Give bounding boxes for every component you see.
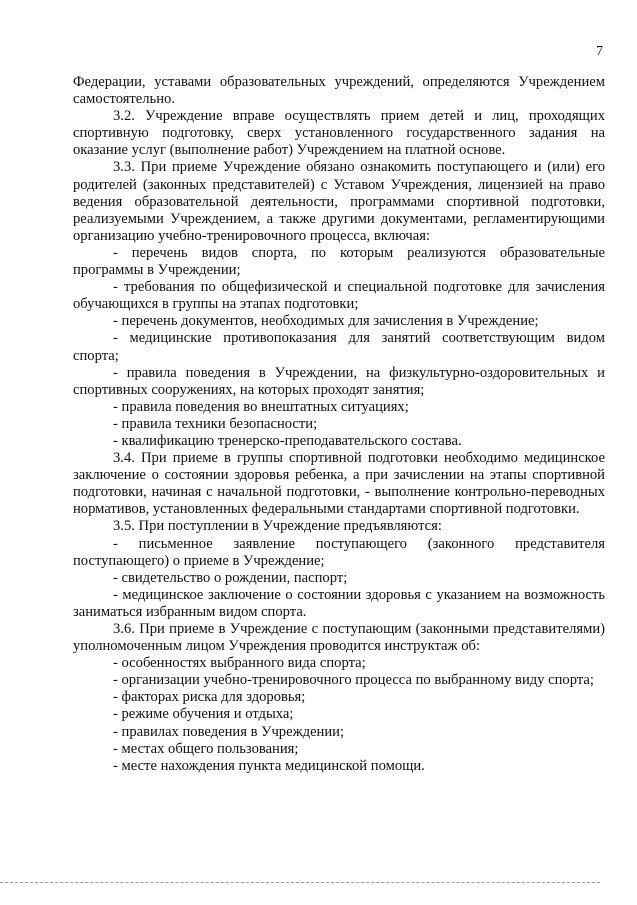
list-item: - перечень документов, необходимых для зачисления в Учреждение;	[113, 313, 539, 330]
list-item: - медицинские противопоказания для занятий соответствующим видом спорта;	[73, 330, 605, 364]
list-item: - правила техники безопасности;	[113, 415, 318, 432]
list-item: - месте нахождения пункта медицинской помощи.	[113, 757, 425, 774]
list-item: - режиме обучения и отдыха;	[113, 706, 294, 723]
list-item: - требования по общефизической и специальной подготовке для зачисления обучающихся в группы на этапах подготовки;	[73, 279, 605, 313]
paragraph-3-2: 3.2. Учреждение вправе осуществлять прием детей и лиц, проходящих спортивную подготовку, сверх установленного государственного задания на оказание услуг (выполнение работ) Учреждением на платной основе.	[73, 108, 605, 159]
list-item: - правилах поведения в Учреждении;	[113, 723, 345, 740]
paragraph-3-6: 3.6. При приеме в Учреждение с поступающим (законными представителями) уполномоченным лицом Учреждения проводится инструктаж об:	[73, 621, 605, 655]
paragraph-3-5: 3.5. При поступлении в Учреждение предъявляются:	[113, 518, 442, 535]
list-item: - свидетельство о рождении, паспорт;	[113, 569, 348, 586]
paragraph-3-3: 3.3. При приеме Учреждение обязано ознакомить поступающего и (или) его родителей (законных представителей) с Уставом Учреждения, лицензией на право ведения образовательной деятельности, программами спортивной подготовки, реализуемыми Учреждением, а также другими документами, регламентирующими организацию учебно-тренировочного процесса, включая:	[73, 159, 605, 244]
document-body	[73, 74, 605, 775]
list-item: - факторах риска для здоровья;	[113, 689, 306, 706]
page-number: 7	[596, 44, 603, 59]
list-item: - организации учебно-тренировочного процесса по выбранному виду спорта;	[113, 672, 594, 689]
list-item: - местах общего пользования;	[113, 740, 299, 757]
list-item: - перечень видов спорта, по которым реализуются образовательные программы в Учреждении;	[73, 244, 605, 279]
paragraph-continuation: Федерации, уставами образовательных учреждений, определяются Учреждением самостоятельно.	[73, 74, 605, 108]
list-item: - медицинское заключение о состоянии здоровья с указанием на возможность заниматься избранным видом спорта.	[73, 586, 605, 620]
list-item: - квалификацию тренерско-преподавательского состава.	[113, 432, 462, 449]
list-item: - правила поведения во внештатных ситуациях;	[113, 398, 409, 415]
footer-divider	[0, 882, 600, 883]
list-item: - особенностях выбранного вида спорта;	[113, 655, 366, 672]
paragraph-3-4: 3.4. При приеме в группы спортивной подготовки необходимо медицинское заключение о состоянии здоровья ребенка, а при зачислении на этапы спортивной подготовки, начиная с начальной подготовки, - выполнение контрольно-переводных нормативов, установленных федеральными стандартами спортивной подготовки.	[73, 450, 605, 518]
list-item: - правила поведения в Учреждении, на физкультурно-оздоровительных и спортивных сооружениях, на которых проходят занятия;	[73, 364, 605, 398]
list-item: - письменное заявление поступающего (законного представителя поступающего) о приеме в Учреждение;	[73, 535, 605, 569]
